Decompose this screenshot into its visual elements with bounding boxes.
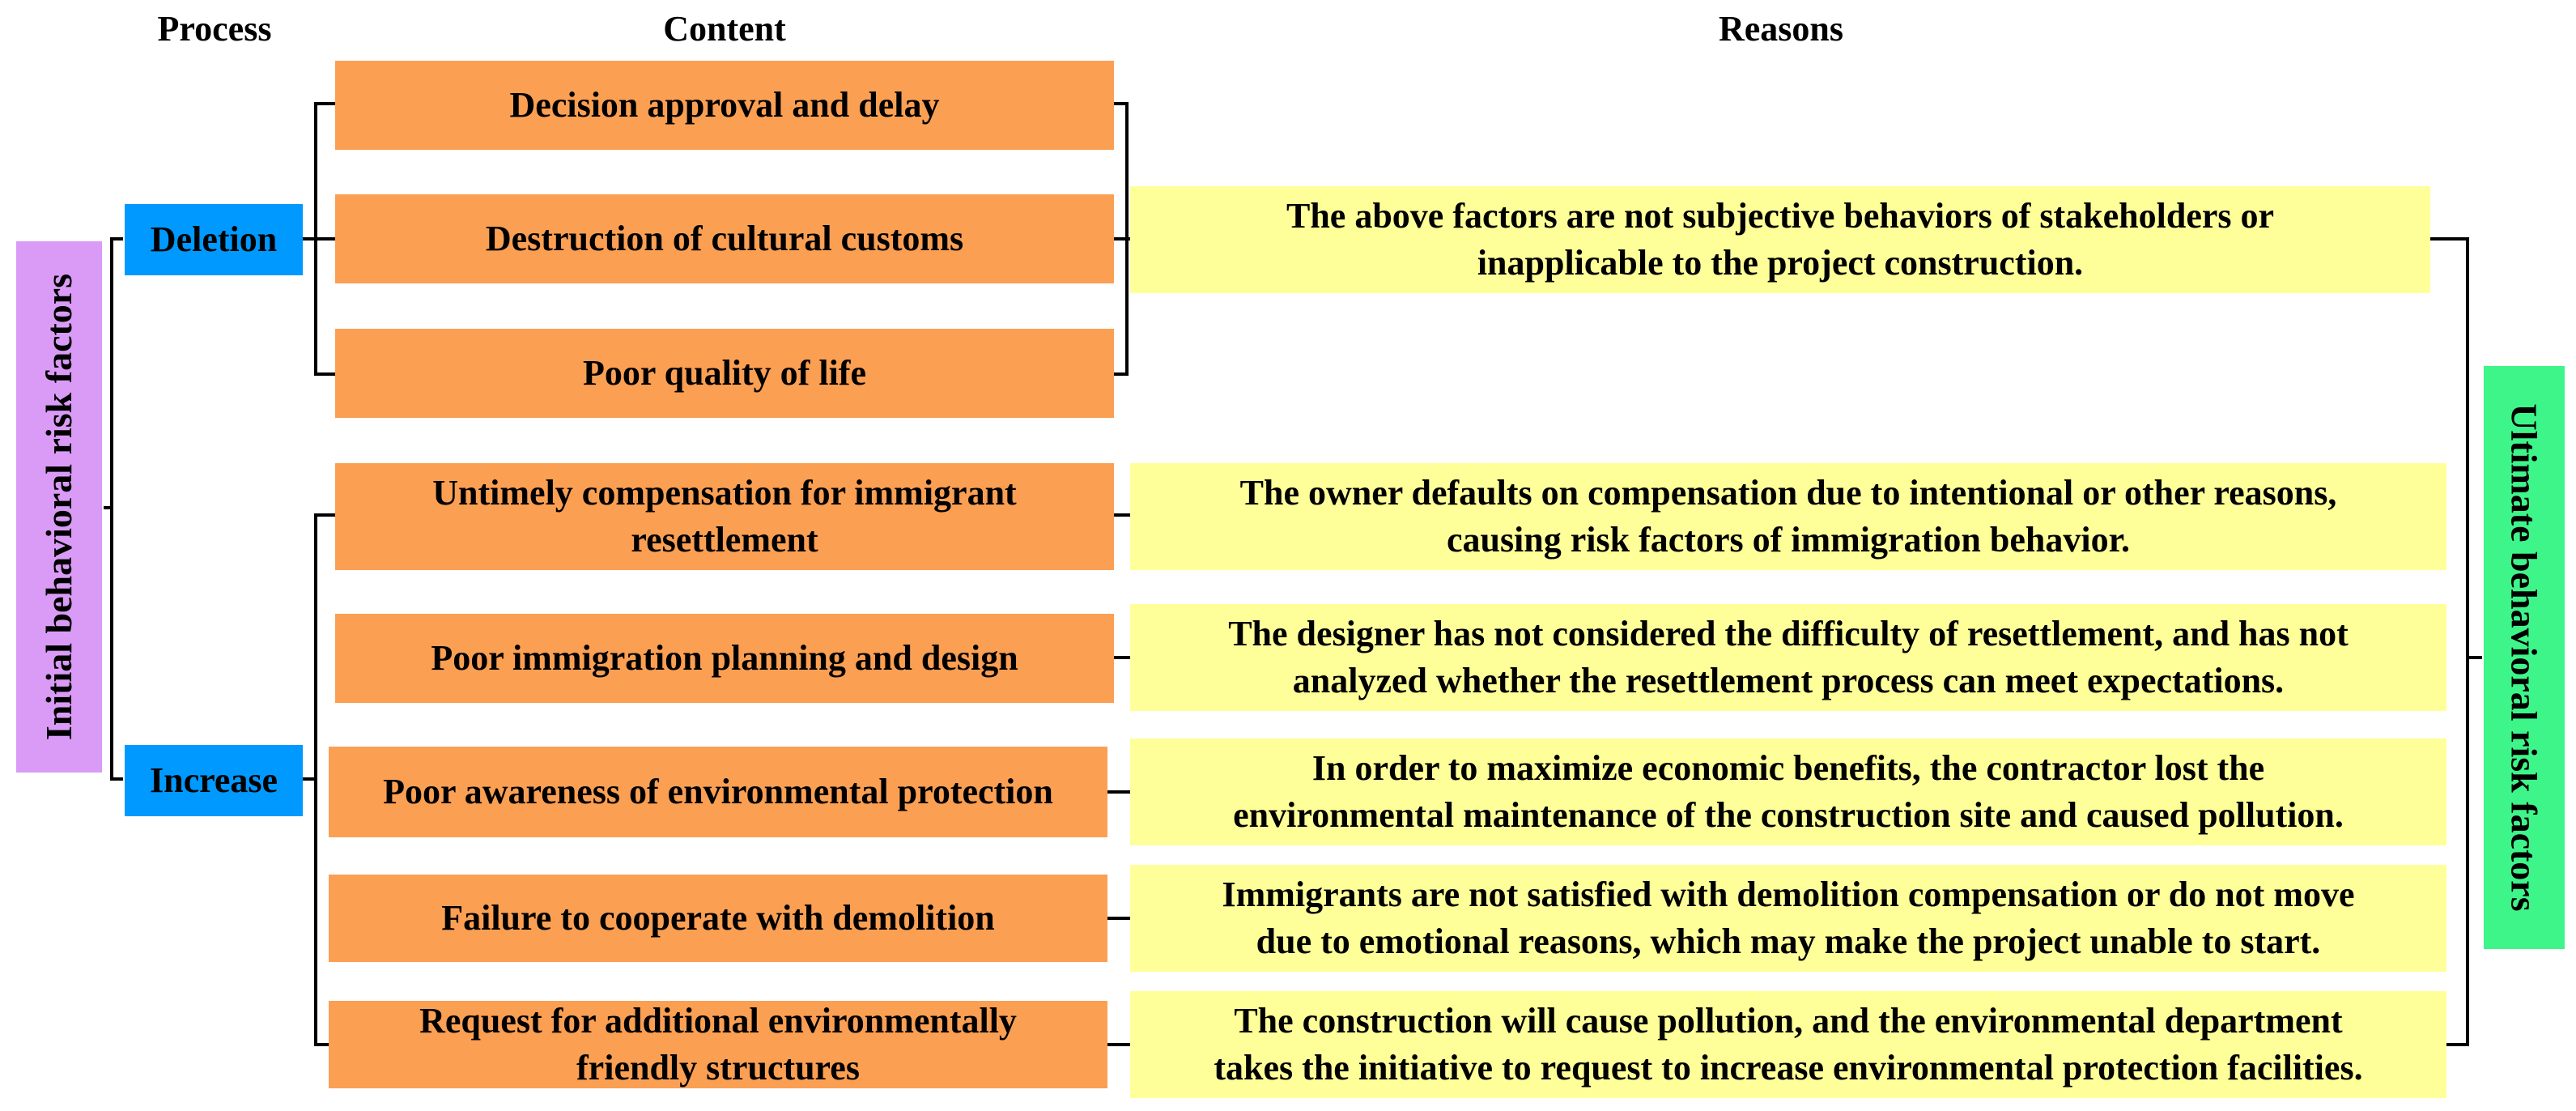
content-box bbox=[335, 329, 1114, 418]
initial-factors-label: Initial behavioral risk factors bbox=[38, 273, 80, 741]
content-box bbox=[335, 194, 1114, 283]
reason-line: The designer has not considered the difficulty of resettlement, and has not bbox=[1228, 613, 2349, 653]
content-box bbox=[335, 61, 1114, 150]
process-deletion-label: Deletion bbox=[150, 219, 278, 259]
content-label: Poor immigration planning and design bbox=[431, 637, 1018, 678]
reason-line: The owner defaults on compensation due to intentional or other reasons, bbox=[1239, 472, 2337, 513]
reason-line: The construction will cause pollution, and the environmental department bbox=[1234, 1000, 2343, 1041]
header-process: Process bbox=[157, 9, 272, 49]
reason-line: In order to maximize economic benefits, the contractor lost the bbox=[1311, 747, 2265, 788]
content-label: friendly structures bbox=[576, 1048, 860, 1088]
reason-line: The above factors are not subjective behaviors of stakeholders or bbox=[1286, 195, 2275, 236]
header-reasons: Reasons bbox=[1718, 9, 1844, 49]
reason-box bbox=[1130, 739, 2446, 845]
reason-line: causing risk factors of immigration behavior. bbox=[1446, 520, 2131, 560]
process-deletion bbox=[125, 204, 303, 275]
content-box bbox=[335, 463, 1114, 570]
content-label: Destruction of cultural customs bbox=[485, 218, 964, 258]
reason-line: analyzed whether the resettlement process can meet expectations. bbox=[1292, 661, 2285, 700]
ultimate-factors-label: Ultimate behavioral risk factors bbox=[2504, 403, 2545, 912]
process-increase-label: Increase bbox=[149, 760, 278, 800]
content-box bbox=[335, 614, 1114, 703]
reason-box bbox=[1130, 991, 2446, 1098]
header-content: Content bbox=[663, 9, 786, 49]
reason-box bbox=[1130, 186, 2430, 293]
content-label: Decision approval and delay bbox=[509, 84, 940, 125]
content-box bbox=[329, 1001, 1107, 1088]
reason-box bbox=[1130, 463, 2446, 570]
reason-line: Immigrants are not satisfied with demolition compensation or do not move bbox=[1222, 874, 2355, 914]
ultimate-factors-box bbox=[2484, 366, 2565, 949]
content-label: Untimely compensation for immigrant bbox=[432, 472, 1017, 513]
process-increase bbox=[125, 745, 303, 816]
content-box bbox=[329, 875, 1107, 962]
reason-line: inapplicable to the project construction. bbox=[1477, 243, 2084, 283]
reason-line: takes the initiative to request to increase environmental protection facilities. bbox=[1214, 1048, 2363, 1088]
content-label: Failure to cooperate with demolition bbox=[441, 897, 995, 938]
initial-factors-box bbox=[16, 241, 102, 773]
content-box bbox=[329, 747, 1107, 837]
reason-line: environmental maintenance of the construction site and caused pollution. bbox=[1233, 795, 2344, 835]
content-label: resettlement bbox=[631, 520, 818, 560]
content-label: Poor quality of life bbox=[583, 352, 866, 393]
content-label: Request for additional environmentally bbox=[419, 1000, 1017, 1041]
reason-box bbox=[1130, 865, 2446, 972]
reason-box bbox=[1130, 604, 2446, 711]
reason-line: due to emotional reasons, which may make the project unable to start. bbox=[1256, 922, 2321, 961]
content-label: Poor awareness of environmental protection bbox=[383, 771, 1053, 811]
connector-initial-bracket bbox=[112, 239, 123, 779]
